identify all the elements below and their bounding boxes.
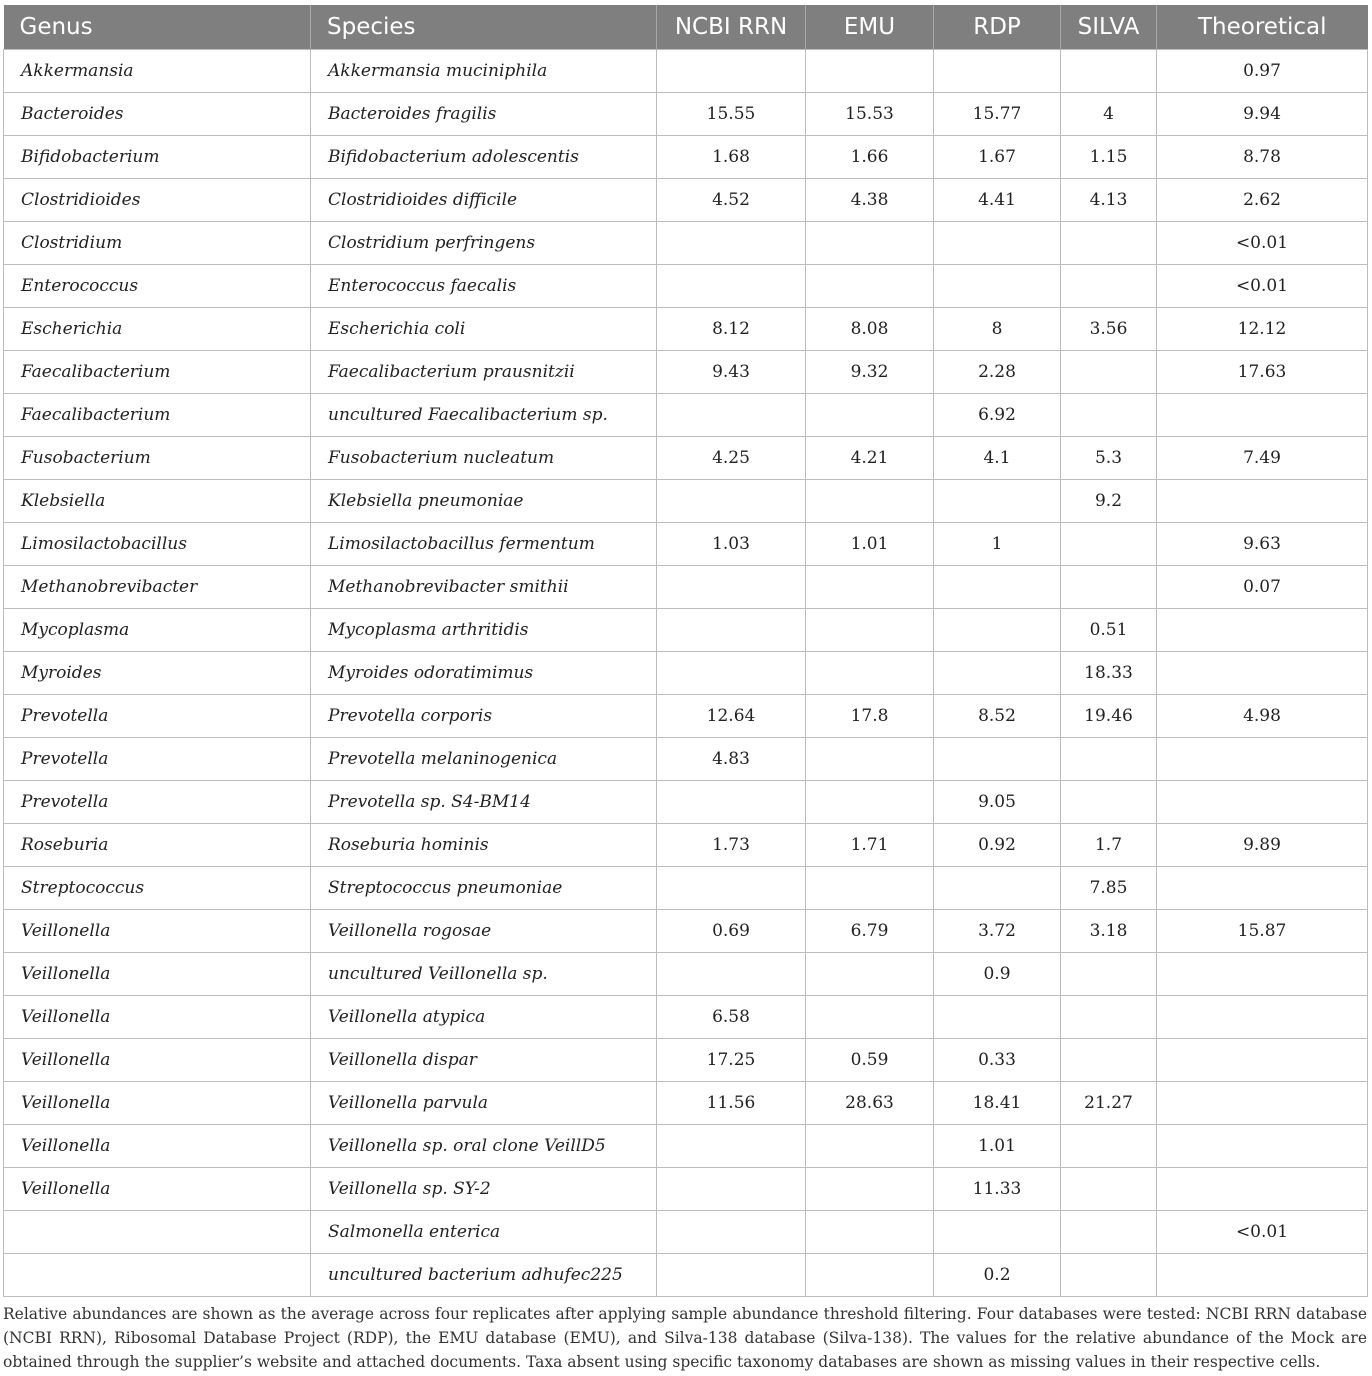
silva-cell [1061, 523, 1157, 566]
genus-cell: Fusobacterium [4, 437, 311, 480]
table-row [4, 222, 1368, 265]
emu-cell [806, 50, 934, 93]
silva-cell: 19.46 [1061, 695, 1157, 738]
genus-cell: Methanobrevibacter [4, 566, 311, 609]
table-row [4, 93, 1368, 136]
genus-cell: Clostridium [4, 222, 311, 265]
silva-cell [1061, 50, 1157, 93]
table-row [4, 910, 1368, 953]
species-cell: Faecalibacterium prausnitzii [311, 351, 657, 394]
silva-cell: 3.56 [1061, 308, 1157, 351]
emu-cell [806, 953, 934, 996]
theoretical-cell: 0.97 [1157, 50, 1368, 93]
table-row [4, 781, 1368, 824]
species-cell: Clostridioides difficile [311, 179, 657, 222]
theoretical-cell [1157, 1082, 1368, 1125]
silva-cell [1061, 265, 1157, 308]
silva-cell: 21.27 [1061, 1082, 1157, 1125]
rdp-cell: 0.92 [934, 824, 1061, 867]
emu-cell: 1.01 [806, 523, 934, 566]
ncbi-rrn-cell: 4.52 [657, 179, 806, 222]
species-cell: Roseburia hominis [311, 824, 657, 867]
species-cell: Enterococcus faecalis [311, 265, 657, 308]
table-row [4, 1168, 1368, 1211]
species-cell: Veillonella parvula [311, 1082, 657, 1125]
genus-cell: Veillonella [4, 1168, 311, 1211]
ncbi-rrn-cell [657, 1211, 806, 1254]
emu-cell [806, 609, 934, 652]
ncbi-rrn-cell [657, 394, 806, 437]
ncbi-rrn-cell: 11.56 [657, 1082, 806, 1125]
emu-cell [806, 566, 934, 609]
emu-cell: 0.59 [806, 1039, 934, 1082]
genus-cell: Limosilactobacillus [4, 523, 311, 566]
species-cell: Akkermansia muciniphila [311, 50, 657, 93]
rdp-cell: 18.41 [934, 1082, 1061, 1125]
header-ncbi-rrn: NCBI RRN [657, 5, 806, 50]
species-cell: Veillonella rogosae [311, 910, 657, 953]
table-row [4, 824, 1368, 867]
header-species: Species [311, 5, 657, 50]
silva-cell: 4 [1061, 93, 1157, 136]
genus-cell: Klebsiella [4, 480, 311, 523]
table-row [4, 265, 1368, 308]
species-cell: Methanobrevibacter smithii [311, 566, 657, 609]
silva-cell: 9.2 [1061, 480, 1157, 523]
silva-cell: 7.85 [1061, 867, 1157, 910]
table-row [4, 1125, 1368, 1168]
ncbi-rrn-cell [657, 480, 806, 523]
table-footnote: Relative abundances are shown as the average across four replicates after applying sample abundance threshold filtering. Four databases were tested: NCBI RRN database (NCBI RRN), Ribosomal Database Project (RDP), the EMU database (EMU), and Silva-138 database (Silva-138). The values for the relative abundance of the Mock are obtained through the supplier’s website and attached documents. Taxa absent using specific taxonomy databases are shown as missing values in their respective cells. [3, 1305, 1367, 1371]
emu-cell: 1.66 [806, 136, 934, 179]
table-row [4, 1039, 1368, 1082]
genus-cell: Mycoplasma [4, 609, 311, 652]
emu-cell: 28.63 [806, 1082, 934, 1125]
rdp-cell [934, 738, 1061, 781]
silva-cell [1061, 1254, 1157, 1297]
table-row [4, 1254, 1368, 1297]
table-row [4, 136, 1368, 179]
silva-cell [1061, 566, 1157, 609]
rdp-cell [934, 1211, 1061, 1254]
species-cell: Veillonella dispar [311, 1039, 657, 1082]
table-row [4, 394, 1368, 437]
genus-cell: Prevotella [4, 695, 311, 738]
emu-cell [806, 652, 934, 695]
species-cell: Clostridium perfringens [311, 222, 657, 265]
silva-cell [1061, 1125, 1157, 1168]
rdp-cell [934, 867, 1061, 910]
species-cell: Streptococcus pneumoniae [311, 867, 657, 910]
theoretical-cell: <0.01 [1157, 265, 1368, 308]
theoretical-cell: 7.49 [1157, 437, 1368, 480]
genus-cell: Prevotella [4, 781, 311, 824]
emu-cell: 4.38 [806, 179, 934, 222]
theoretical-cell [1157, 781, 1368, 824]
ncbi-rrn-cell [657, 1254, 806, 1297]
ncbi-rrn-cell: 9.43 [657, 351, 806, 394]
species-cell: Prevotella sp. S4-BM14 [311, 781, 657, 824]
table-row [4, 996, 1368, 1039]
genus-cell [4, 1211, 311, 1254]
silva-cell [1061, 953, 1157, 996]
ncbi-rrn-cell [657, 1168, 806, 1211]
header-rdp: RDP [934, 5, 1061, 50]
species-cell: Prevotella corporis [311, 695, 657, 738]
ncbi-rrn-cell [657, 953, 806, 996]
genus-cell: Faecalibacterium [4, 394, 311, 437]
species-cell: uncultured Veillonella sp. [311, 953, 657, 996]
rdp-cell [934, 222, 1061, 265]
table-row [4, 867, 1368, 910]
rdp-cell [934, 609, 1061, 652]
table-row [4, 523, 1368, 566]
theoretical-cell: <0.01 [1157, 222, 1368, 265]
emu-cell [806, 781, 934, 824]
theoretical-cell: <0.01 [1157, 1211, 1368, 1254]
genus-cell: Veillonella [4, 1125, 311, 1168]
emu-cell [806, 1211, 934, 1254]
theoretical-cell: 15.87 [1157, 910, 1368, 953]
genus-cell: Roseburia [4, 824, 311, 867]
genus-cell [4, 1254, 311, 1297]
emu-cell [806, 1168, 934, 1211]
rdp-cell: 8 [934, 308, 1061, 351]
species-cell: uncultured bacterium adhufec225 [311, 1254, 657, 1297]
silva-cell: 1.7 [1061, 824, 1157, 867]
silva-cell: 1.15 [1061, 136, 1157, 179]
ncbi-rrn-cell: 4.83 [657, 738, 806, 781]
table-row [4, 652, 1368, 695]
header-theoretical: Theoretical [1157, 5, 1368, 50]
silva-cell [1061, 738, 1157, 781]
genus-cell: Faecalibacterium [4, 351, 311, 394]
genus-cell: Veillonella [4, 1082, 311, 1125]
genus-cell: Streptococcus [4, 867, 311, 910]
ncbi-rrn-cell [657, 609, 806, 652]
silva-cell [1061, 222, 1157, 265]
table-row [4, 308, 1368, 351]
rdp-cell: 0.9 [934, 953, 1061, 996]
emu-cell: 1.71 [806, 824, 934, 867]
silva-cell [1061, 1039, 1157, 1082]
species-cell: Veillonella sp. SY-2 [311, 1168, 657, 1211]
ncbi-rrn-cell: 17.25 [657, 1039, 806, 1082]
ncbi-rrn-cell [657, 222, 806, 265]
ncbi-rrn-cell [657, 652, 806, 695]
theoretical-cell: 0.07 [1157, 566, 1368, 609]
table-row [4, 953, 1368, 996]
table-row [4, 609, 1368, 652]
table-row [4, 50, 1368, 93]
theoretical-cell: 9.89 [1157, 824, 1368, 867]
theoretical-cell: 2.62 [1157, 179, 1368, 222]
ncbi-rrn-cell [657, 566, 806, 609]
emu-cell [806, 996, 934, 1039]
silva-cell [1061, 351, 1157, 394]
emu-cell [806, 1125, 934, 1168]
genus-cell: Enterococcus [4, 265, 311, 308]
rdp-cell [934, 265, 1061, 308]
table-row [4, 437, 1368, 480]
species-cell: Salmonella enterica [311, 1211, 657, 1254]
theoretical-cell [1157, 996, 1368, 1039]
theoretical-cell [1157, 867, 1368, 910]
header-emu: EMU [806, 5, 934, 50]
silva-cell: 18.33 [1061, 652, 1157, 695]
silva-cell: 4.13 [1061, 179, 1157, 222]
rdp-cell: 0.33 [934, 1039, 1061, 1082]
ncbi-rrn-cell: 1.68 [657, 136, 806, 179]
theoretical-cell [1157, 1168, 1368, 1211]
species-cell: uncultured Faecalibacterium sp. [311, 394, 657, 437]
species-cell: Veillonella sp. oral clone VeillD5 [311, 1125, 657, 1168]
rdp-cell: 0.2 [934, 1254, 1061, 1297]
genus-cell: Bifidobacterium [4, 136, 311, 179]
rdp-cell: 1.67 [934, 136, 1061, 179]
header-row [4, 5, 1368, 50]
rdp-cell: 15.77 [934, 93, 1061, 136]
genus-cell: Bacteroides [4, 93, 311, 136]
emu-cell [806, 1254, 934, 1297]
table-row [4, 1211, 1368, 1254]
silva-cell [1061, 996, 1157, 1039]
rdp-cell: 8.52 [934, 695, 1061, 738]
ncbi-rrn-cell: 1.03 [657, 523, 806, 566]
theoretical-cell: 17.63 [1157, 351, 1368, 394]
silva-cell: 0.51 [1061, 609, 1157, 652]
ncbi-rrn-cell: 12.64 [657, 695, 806, 738]
genus-cell: Veillonella [4, 910, 311, 953]
theoretical-cell: 8.78 [1157, 136, 1368, 179]
species-cell: Prevotella melaninogenica [311, 738, 657, 781]
emu-cell [806, 222, 934, 265]
emu-cell [806, 867, 934, 910]
species-cell: Myroides odoratimimus [311, 652, 657, 695]
ncbi-rrn-cell: 0.69 [657, 910, 806, 953]
rdp-cell [934, 50, 1061, 93]
rdp-cell [934, 566, 1061, 609]
silva-cell [1061, 781, 1157, 824]
theoretical-cell [1157, 953, 1368, 996]
theoretical-cell [1157, 1254, 1368, 1297]
table-row [4, 566, 1368, 609]
emu-cell [806, 394, 934, 437]
genus-cell: Veillonella [4, 953, 311, 996]
theoretical-cell [1157, 1125, 1368, 1168]
species-cell: Escherichia coli [311, 308, 657, 351]
rdp-cell: 2.28 [934, 351, 1061, 394]
table-row [4, 480, 1368, 523]
rdp-cell [934, 652, 1061, 695]
emu-cell [806, 265, 934, 308]
ncbi-rrn-cell [657, 265, 806, 308]
rdp-cell: 6.92 [934, 394, 1061, 437]
silva-cell [1061, 1211, 1157, 1254]
emu-cell: 6.79 [806, 910, 934, 953]
ncbi-rrn-cell: 15.55 [657, 93, 806, 136]
genus-cell: Myroides [4, 652, 311, 695]
genus-cell: Akkermansia [4, 50, 311, 93]
theoretical-cell: 9.63 [1157, 523, 1368, 566]
species-cell: Limosilactobacillus fermentum [311, 523, 657, 566]
theoretical-cell: 12.12 [1157, 308, 1368, 351]
rdp-cell: 1 [934, 523, 1061, 566]
silva-cell: 3.18 [1061, 910, 1157, 953]
table-row [4, 1082, 1368, 1125]
emu-cell: 9.32 [806, 351, 934, 394]
silva-cell: 5.3 [1061, 437, 1157, 480]
silva-cell [1061, 394, 1157, 437]
species-cell: Mycoplasma arthritidis [311, 609, 657, 652]
rdp-cell: 4.41 [934, 179, 1061, 222]
rdp-cell: 1.01 [934, 1125, 1061, 1168]
emu-cell: 15.53 [806, 93, 934, 136]
genus-cell: Veillonella [4, 1039, 311, 1082]
table-body [4, 50, 1368, 1297]
theoretical-cell [1157, 738, 1368, 781]
ncbi-rrn-cell: 4.25 [657, 437, 806, 480]
table-row [4, 738, 1368, 781]
table-row [4, 351, 1368, 394]
ncbi-rrn-cell: 6.58 [657, 996, 806, 1039]
theoretical-cell: 4.98 [1157, 695, 1368, 738]
species-cell: Bifidobacterium adolescentis [311, 136, 657, 179]
theoretical-cell [1157, 394, 1368, 437]
genus-cell: Escherichia [4, 308, 311, 351]
rdp-cell: 4.1 [934, 437, 1061, 480]
ncbi-rrn-cell: 1.73 [657, 824, 806, 867]
ncbi-rrn-cell [657, 781, 806, 824]
header-genus: Genus [4, 5, 311, 50]
theoretical-cell [1157, 1039, 1368, 1082]
ncbi-rrn-cell [657, 1125, 806, 1168]
rdp-cell [934, 996, 1061, 1039]
species-cell: Bacteroides fragilis [311, 93, 657, 136]
rdp-cell: 9.05 [934, 781, 1061, 824]
rdp-cell: 3.72 [934, 910, 1061, 953]
emu-cell: 8.08 [806, 308, 934, 351]
species-cell: Klebsiella pneumoniae [311, 480, 657, 523]
ncbi-rrn-cell [657, 50, 806, 93]
rdp-cell: 11.33 [934, 1168, 1061, 1211]
species-cell: Fusobacterium nucleatum [311, 437, 657, 480]
species-cell: Veillonella atypica [311, 996, 657, 1039]
emu-cell [806, 480, 934, 523]
silva-cell [1061, 1168, 1157, 1211]
ncbi-rrn-cell: 8.12 [657, 308, 806, 351]
ncbi-rrn-cell [657, 867, 806, 910]
emu-cell [806, 738, 934, 781]
genus-cell: Clostridioides [4, 179, 311, 222]
header-silva: SILVA [1061, 5, 1157, 50]
abundance-table [3, 5, 1368, 1297]
table-row [4, 179, 1368, 222]
table-row [4, 695, 1368, 738]
genus-cell: Veillonella [4, 996, 311, 1039]
rdp-cell [934, 480, 1061, 523]
emu-cell: 17.8 [806, 695, 934, 738]
theoretical-cell [1157, 609, 1368, 652]
theoretical-cell [1157, 480, 1368, 523]
emu-cell: 4.21 [806, 437, 934, 480]
theoretical-cell [1157, 652, 1368, 695]
genus-cell: Prevotella [4, 738, 311, 781]
theoretical-cell: 9.94 [1157, 93, 1368, 136]
